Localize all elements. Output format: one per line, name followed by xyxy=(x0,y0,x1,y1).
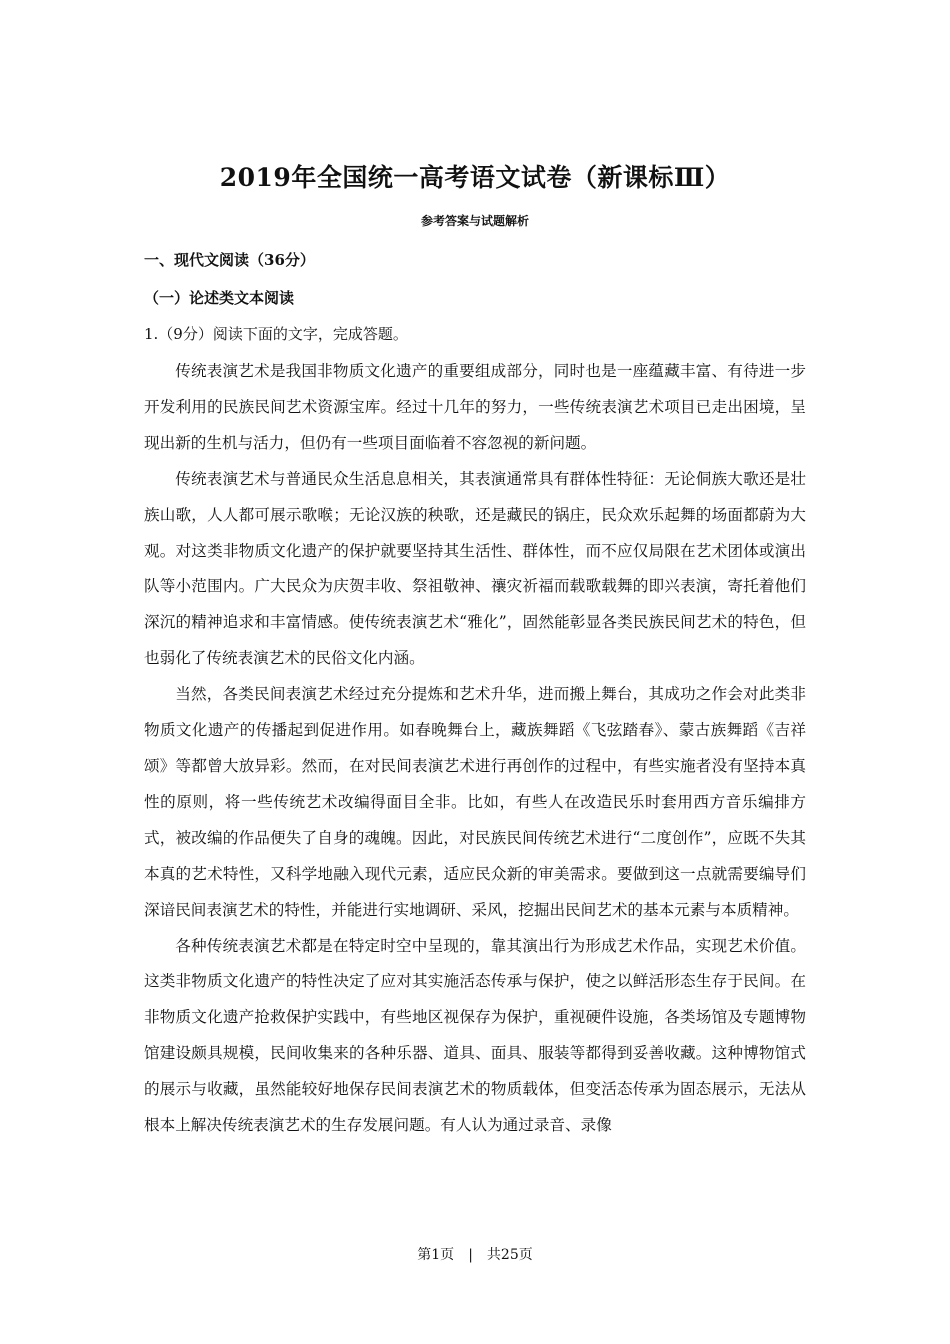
document-subtitle: 参考答案与试题解析 xyxy=(420,214,529,228)
passage-paragraph: 传统表演艺术是我国非物质文化遗产的重要组成部分，同时也是一座蕴藏丰富、有待进一步开发利用的民族民间艺术资源宝库。经过十几年的努力，一些传统表演艺术项目已走出困境，呈现出新的生机与活力，但仍有一些项目面临着不容忽视的新问题。 xyxy=(144,362,806,452)
reading-passage xyxy=(144,354,806,1144)
footer-separator: | xyxy=(468,1247,473,1263)
page-number-total: 共25页 xyxy=(486,1247,533,1263)
page-number-current: 第1页 xyxy=(417,1247,455,1263)
page-footer xyxy=(0,1244,950,1264)
passage-paragraph: 传统表演艺术与普通民众生活息息相关，其表演通常具有群体性特征：无论侗族大歌还是壮族山歌，人人都可展示歌喉；无论汉族的秧歌，还是藏民的锅庄，民众欢乐起舞的场面都蔚为大观。对这类非物质文化遗产的保护就要坚持其生活性、群体性，而不应仅局限在艺术团体或演出队等小范围内。广大民众为庆贺丰收、祭祖敬神、禳灾祈福而载歌载舞的即兴表演，寄托着他们深沉的精神追求和丰富情感。使传统表演艺术“雅化”，固然能彰显各类民族民间艺术的特色，但也弱化了传统表演艺术的民俗文化内涵。 xyxy=(144,469,806,668)
document-title: 2019年全国统一高考语文试卷（新课标Ⅲ） xyxy=(219,163,731,192)
section-heading-argumentative: （一）论述类文本阅读 xyxy=(144,289,295,307)
passage-paragraph: 当然，各类民间表演艺术经过充分提炼和艺术升华，进而搬上舞台，其成功之作会对此类非物质文化遗产的传播起到促进作用。如春晚舞台上，藏族舞蹈《飞弦踏春》、蒙古族舞蹈《吉祥颂》等都曾大放异彩。然而，在对民间表演艺术进行再创作的过程中，有些实施者没有坚持本真性的原则，将一些传统艺术改编得面目全非。比如，有些人在改造民乐时套用西方音乐编排方式，被改编的作品便失了自身的魂魄。因此，对民族民间传统艺术进行“二度创作”，应既不失其本真的艺术特性，又科学地融入现代元素，适应民众新的审美需求。要做到这一点就需要编导们深谙民间表演艺术的特性，并能进行实地调研、采风，挖掘出民间艺术的基本元素与本质精神。 xyxy=(144,685,806,919)
question-1-prompt: 1.（9分）阅读下面的文字，完成答题。 xyxy=(144,325,408,343)
section-heading-modern-reading: 一、现代文阅读（36分） xyxy=(144,251,315,269)
passage-paragraph: 各种传统表演艺术都是在特定时空中呈现的，靠其演出行为形成艺术作品，实现艺术价值。这类非物质文化遗产的特性决定了应对其实施活态传承与保护，使之以鲜活形态生存于民间。在非物质文化遗产抢救保护实践中，有些地区视保存为保护，重视硬件设施，各类场馆及专题博物馆建设颇具规模，民间收集来的各种乐器、道具、面具、服装等都得到妥善收藏。这种博物馆式的展示与收藏，虽然能较好地保存民间表演艺术的物质载体，但变活态传承为固态展示，无法从根本上解决传统表演艺术的生存发展问题。有人认为通过录音、录像 xyxy=(144,936,806,1135)
